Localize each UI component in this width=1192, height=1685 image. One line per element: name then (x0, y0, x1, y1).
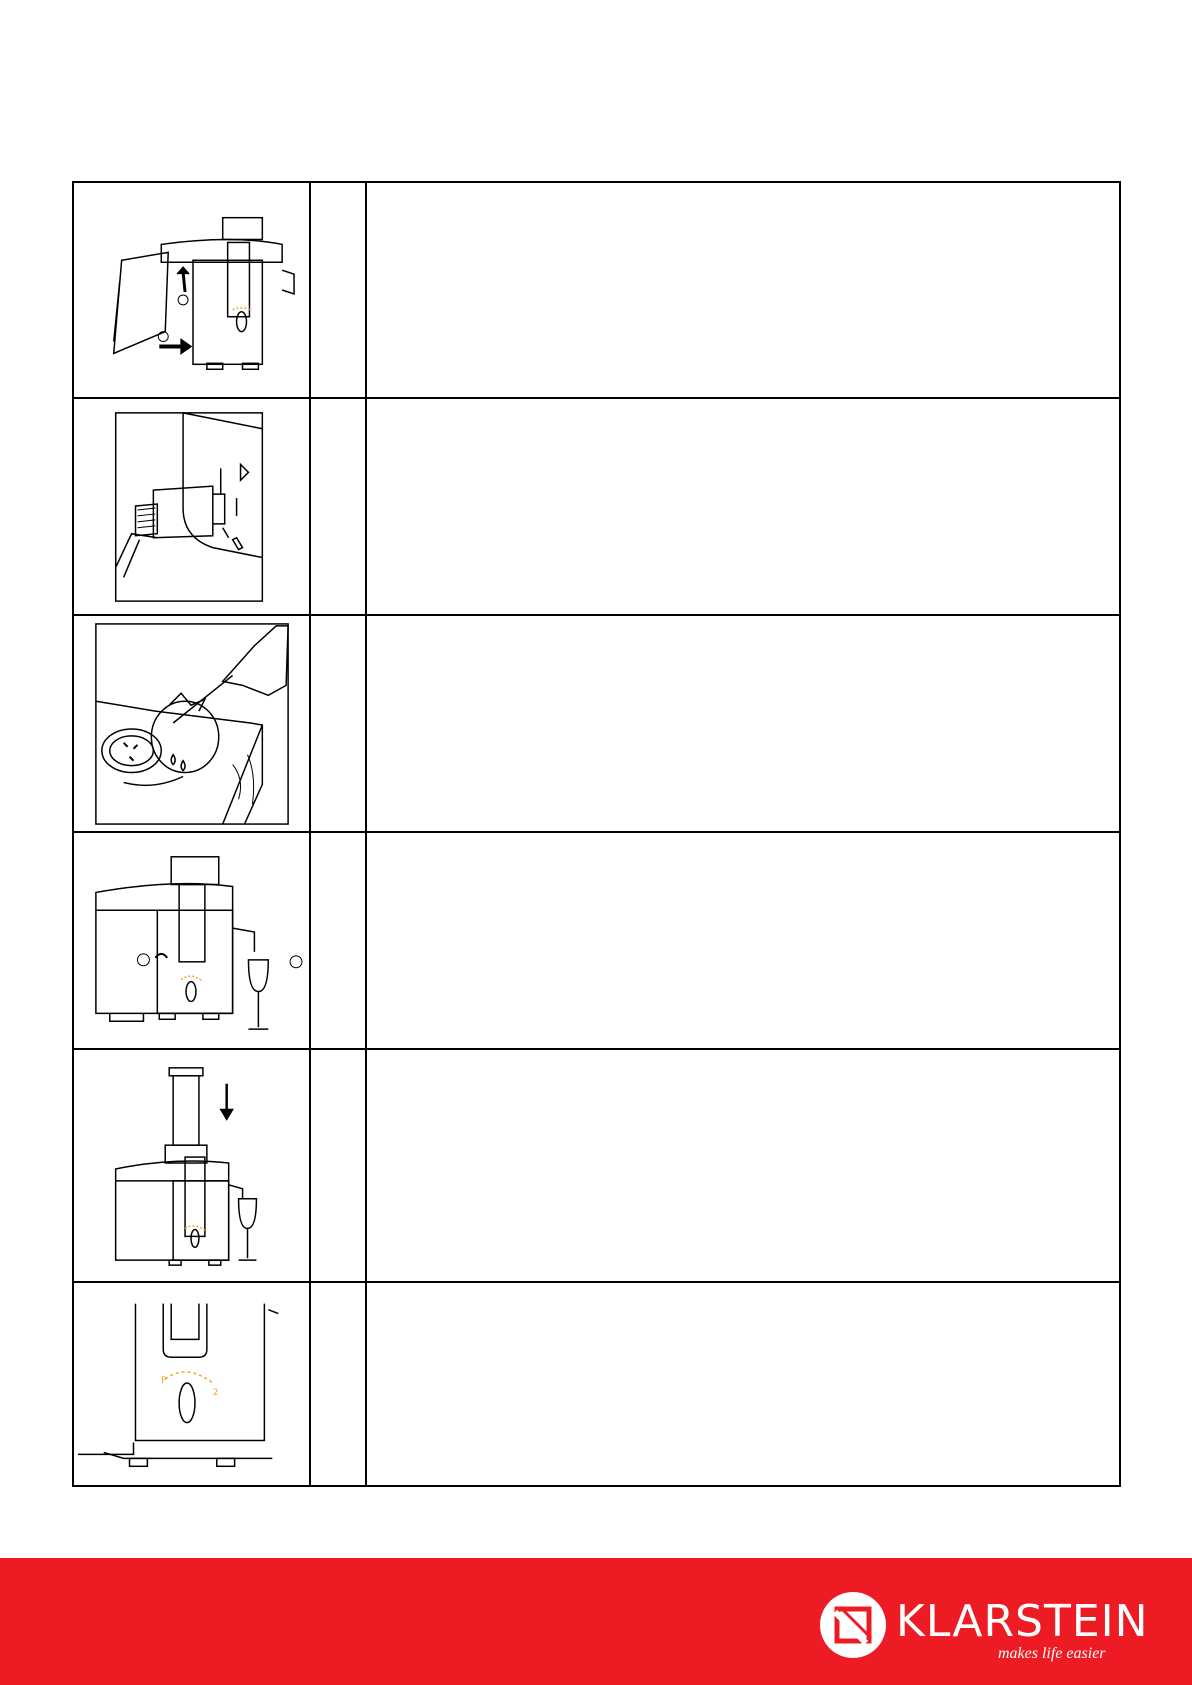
step-text (367, 833, 1119, 1048)
power-plug-outlet-icon (74, 399, 311, 614)
step-number (311, 1050, 367, 1281)
speed-dial-closeup-icon (74, 1283, 311, 1485)
svg-text:P: P (161, 1376, 167, 1387)
juicer-pusher-icon (74, 1050, 311, 1281)
table-row (74, 1050, 1119, 1283)
brand-tagline: makes life easier (998, 1645, 1106, 1662)
juicer-pulp-container-icon (74, 183, 311, 397)
klarstein-logo (820, 1590, 1149, 1670)
step-number (311, 399, 367, 614)
cutting-tomato-icon (74, 616, 311, 831)
step-text (367, 616, 1119, 831)
table-row (74, 399, 1119, 616)
step-text (367, 1050, 1119, 1281)
svg-text:2: 2 (212, 1387, 219, 1398)
instruction-table (72, 181, 1121, 1487)
brand-name: KLARSTEIN (896, 1596, 1149, 1647)
klarstein-emblem-icon (820, 1592, 886, 1658)
table-row (74, 616, 1119, 833)
step-number (311, 833, 367, 1048)
step-text (367, 399, 1119, 614)
step-text (367, 1283, 1119, 1485)
table-row (74, 1283, 1119, 1485)
table-row (74, 183, 1119, 399)
step-number (311, 616, 367, 831)
table-row (74, 833, 1119, 1050)
step-text (367, 183, 1119, 397)
juicer-with-glass-icon (74, 833, 311, 1048)
step-number (311, 183, 367, 397)
step-number (311, 1283, 367, 1485)
